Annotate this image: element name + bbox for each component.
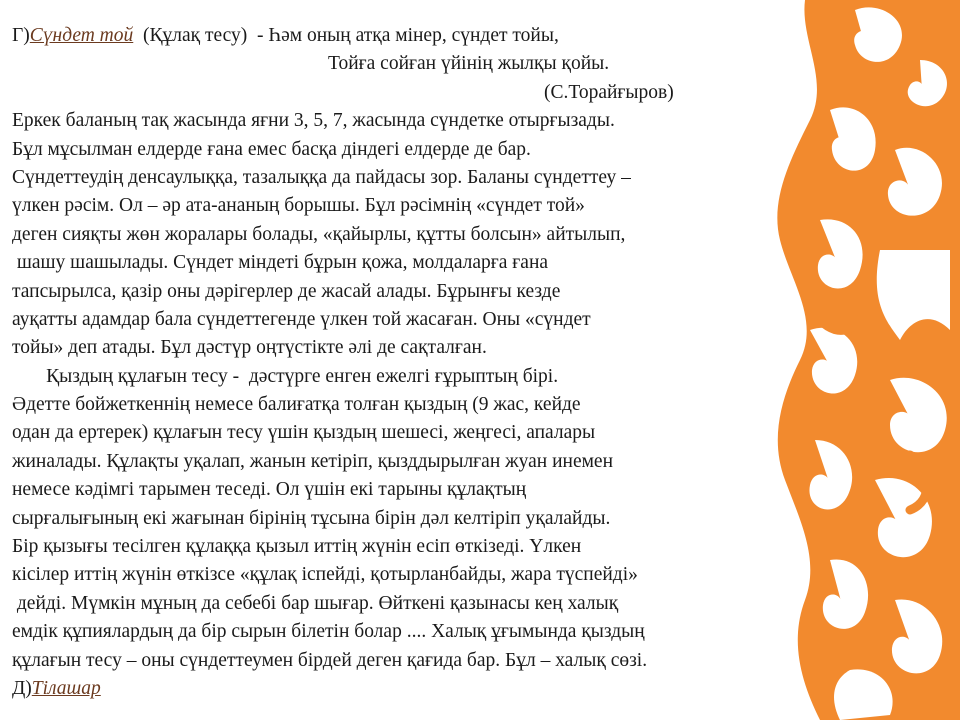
section-heading-d <box>12 675 812 703</box>
body-line: шашу шашылады. Сүндет міндеті бұрын қожа, молдаларға ғана <box>12 252 549 274</box>
quote-author-text: (С.Торайғыров) <box>544 81 674 103</box>
tilashar-link[interactable]: Тілашар <box>31 677 101 699</box>
body-line: кісілер иттің жүнін өткізсе «құлақ іспейді, қотырланбайды, жара түспейді» <box>12 564 638 586</box>
body-line: одан да ертерек) құлағын тесу үшін қыздың шешесі, жеңгесі, апалары <box>12 422 596 444</box>
body-line: құлағын тесу – оны сүндеттеумен бірдей деген қағида бар. Бұл – халық сөзі. <box>12 649 648 671</box>
section-heading-g-rest: (Құлақ тесу) - Һәм оның атқа мінер, сүндет тойы, <box>133 25 559 46</box>
body-line: немесе кәдімгі тарымен теседі. Ол үшін екі тарыны құлақтың <box>12 479 527 501</box>
body-line: емдік құпиялардың да бір сырын білетін болар .... Халық ұғымында қыздың <box>12 621 645 643</box>
section-heading-g <box>12 22 812 50</box>
body-line: Бір қызығы тесілген құлаққа қызыл иттің жүнін есіп өткізеді. Үлкен <box>12 536 582 558</box>
body-line: ауқатты адамдар бала сүндеттегенде үлкен той жасаған. Оны «сүндет <box>12 308 591 330</box>
body-line: Сүндеттеудің денсаулыққа, тазалыққа да пайдасы зор. Баланы сүндеттеу – <box>12 166 631 188</box>
sundet-toi-link[interactable]: Сүндет той <box>29 25 134 46</box>
body-line: Бұл мұсылман елдерде ғана емес басқа діндегі елдерде де бар. <box>12 138 531 160</box>
body-line: тапсырылса, қазір оны дәрігерлер де жасай алады. Бұрынғы кезде <box>12 280 561 302</box>
body-line: үлкен рәсім. Ол – әр ата-ананың борышы. Бұл рәсімнің «сүндет той» <box>12 195 585 217</box>
body-line: дейді. Мүмкін мұның да себебі бар шығар. Өйткені қазынасы кең халық <box>12 592 619 614</box>
quote-author <box>12 79 812 107</box>
body-line: Еркек баланың тақ жасында яғни 3, 5, 7, жасында сүндетке отырғызады. <box>12 110 615 132</box>
quote-line-2-text: Тойға сойған үйінің жылқы қойы. <box>328 53 610 75</box>
body-line: сырғалығының екі жағынан бірінің тұсына бірін дәл келтіріп уқалайды. <box>12 507 611 529</box>
quote-line-2 <box>12 50 812 78</box>
lecture-text <box>12 22 812 703</box>
body-line: жиналады. Құлақты уқалап, жанын кетіріп, қызддырылған жуан инемен <box>12 450 614 472</box>
body-line: Қыздың құлағын тесу - дәстүрге енген ежелгі ғұрыптың бірі. <box>12 365 559 387</box>
body-line: Әдетте бойжеткеннің немесе балиғатқа толған қыздың (9 жас, кейде <box>12 394 581 416</box>
body-line: тойы» деп атады. Бұл дәстүр оңтүстікте әлі де сақталған. <box>12 337 487 359</box>
section-letter-g: Г) <box>12 25 30 46</box>
body-line: деген сияқты жөн жоралары болады, «қайырлы, құтты болсын» айтылып, <box>12 223 626 245</box>
section-letter-d: Д) <box>12 677 32 699</box>
